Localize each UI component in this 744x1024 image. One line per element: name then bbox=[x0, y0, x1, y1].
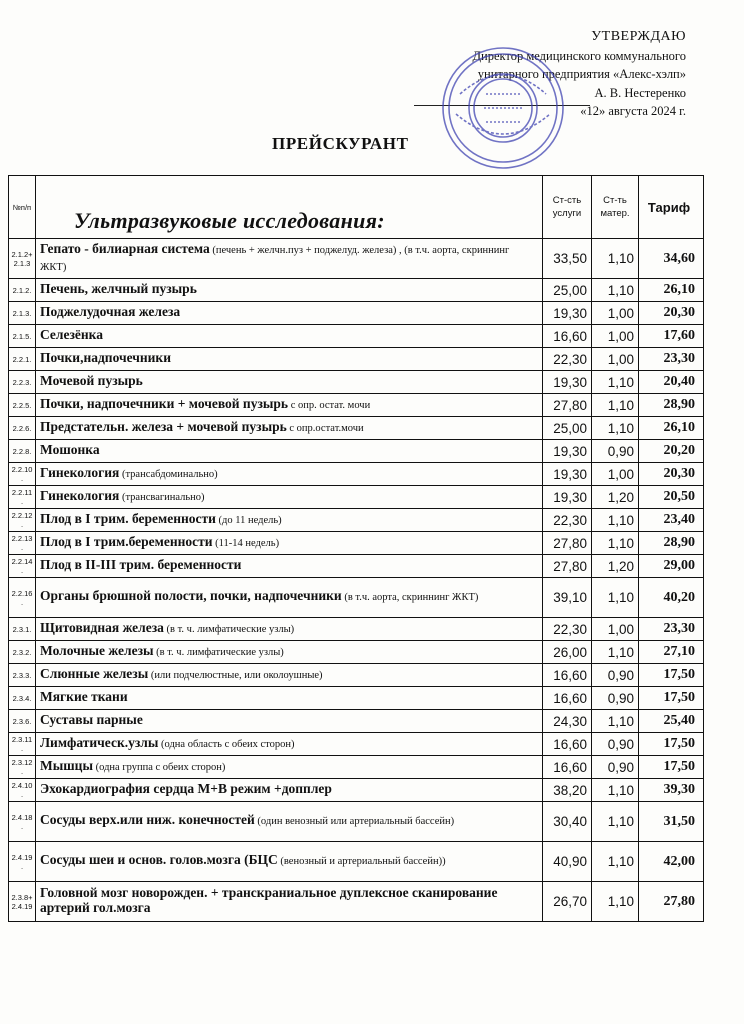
row-number: 2.4.10 . bbox=[9, 779, 36, 802]
table-row bbox=[9, 756, 704, 779]
row-number: 2.4.19 . bbox=[9, 842, 36, 882]
row-materials: 1,10 bbox=[592, 779, 639, 802]
row-materials: 1,10 bbox=[592, 532, 639, 555]
service-note: (печень + желчн.пуз + поджелуд. железа) , (в т.ч. аорта, скриннинг ЖКТ) bbox=[40, 245, 510, 273]
service-name: Поджелудочная железа bbox=[40, 303, 181, 319]
service-name: Предстательн. железа + мочевой пузырь bbox=[40, 418, 287, 434]
service-note: (до 11 недель) bbox=[215, 514, 282, 526]
row-number: 2.2.10 . bbox=[9, 463, 36, 486]
row-service bbox=[36, 509, 543, 532]
table-row bbox=[9, 239, 704, 279]
row-tariff: 42,00 bbox=[639, 842, 704, 882]
table-row bbox=[9, 486, 704, 509]
table-row bbox=[9, 532, 704, 555]
row-number: 2.2.12 . bbox=[9, 509, 36, 532]
service-name: Суставы парные bbox=[40, 711, 143, 727]
row-price: 16,60 bbox=[543, 325, 592, 348]
table-body bbox=[9, 239, 704, 922]
service-name: Эхокардиография сердца М+В режим +допплер bbox=[40, 780, 332, 796]
service-note: (один венозный или артериальный бассейн) bbox=[254, 816, 455, 828]
row-service bbox=[36, 618, 543, 641]
row-tariff: 27,80 bbox=[639, 882, 704, 922]
row-materials: 0,90 bbox=[592, 440, 639, 463]
row-price: 22,30 bbox=[543, 348, 592, 371]
row-materials: 1,00 bbox=[592, 325, 639, 348]
table-row bbox=[9, 371, 704, 394]
row-materials: 1,00 bbox=[592, 302, 639, 325]
service-note: (в т. ч. лимфатические узлы) bbox=[163, 623, 295, 635]
row-service bbox=[36, 371, 543, 394]
page-title: ПРЕЙСКУРАНТ bbox=[272, 134, 409, 153]
row-number: 2.3.4. bbox=[9, 687, 36, 710]
row-tariff: 17,50 bbox=[639, 733, 704, 756]
row-tariff: 23,40 bbox=[639, 509, 704, 532]
table-row bbox=[9, 687, 704, 710]
table-row bbox=[9, 325, 704, 348]
service-note: (одна область с обеих сторон) bbox=[158, 738, 295, 750]
row-materials: 1,10 bbox=[592, 239, 639, 279]
row-price: 19,30 bbox=[543, 486, 592, 509]
row-price: 25,00 bbox=[543, 279, 592, 302]
row-service bbox=[36, 486, 543, 509]
row-price: 16,60 bbox=[543, 733, 592, 756]
row-number: 2.2.13 . bbox=[9, 532, 36, 555]
row-service bbox=[36, 882, 543, 922]
table-row bbox=[9, 779, 704, 802]
service-name: Сосуды шеи и основ. голов.мозга (БЦС bbox=[40, 852, 278, 868]
row-service bbox=[36, 664, 543, 687]
row-materials: 1,10 bbox=[592, 710, 639, 733]
row-number: 2.2.3. bbox=[9, 371, 36, 394]
row-number: 2.1.2. bbox=[9, 279, 36, 302]
row-service bbox=[36, 463, 543, 486]
row-materials: 1,00 bbox=[592, 463, 639, 486]
service-note: (или подчелюстные, или околоушные) bbox=[148, 669, 323, 681]
row-price: 16,60 bbox=[543, 687, 592, 710]
row-materials: 1,20 bbox=[592, 555, 639, 578]
table-row bbox=[9, 618, 704, 641]
row-tariff: 20,30 bbox=[639, 463, 704, 486]
row-service bbox=[36, 756, 543, 779]
row-number: 2.1.5. bbox=[9, 325, 36, 348]
row-price: 19,30 bbox=[543, 463, 592, 486]
row-number: 2.1.3. bbox=[9, 302, 36, 325]
row-tariff: 31,50 bbox=[639, 802, 704, 842]
service-name: Почки,надпочечники bbox=[40, 349, 171, 365]
row-materials: 0,90 bbox=[592, 733, 639, 756]
row-tariff: 25,40 bbox=[639, 710, 704, 733]
row-price: 26,00 bbox=[543, 641, 592, 664]
row-service bbox=[36, 394, 543, 417]
row-price: 40,90 bbox=[543, 842, 592, 882]
row-number: 2.2.8. bbox=[9, 440, 36, 463]
row-tariff: 17,50 bbox=[639, 664, 704, 687]
row-materials: 1,10 bbox=[592, 641, 639, 664]
row-price: 22,30 bbox=[543, 618, 592, 641]
row-materials: 1,10 bbox=[592, 802, 639, 842]
service-name: Молочные железы bbox=[40, 642, 154, 658]
table-row bbox=[9, 394, 704, 417]
service-name: Печень, желчный пузырь bbox=[40, 280, 197, 296]
row-tariff: 20,50 bbox=[639, 486, 704, 509]
service-name: Головной мозг новорожден. + транскраниальное дуплексное сканирование артерий гол.мозга bbox=[40, 885, 498, 915]
table-row bbox=[9, 733, 704, 756]
row-service bbox=[36, 302, 543, 325]
row-service bbox=[36, 802, 543, 842]
table-row bbox=[9, 417, 704, 440]
table-row bbox=[9, 802, 704, 842]
row-service bbox=[36, 842, 543, 882]
table-row bbox=[9, 710, 704, 733]
row-price: 38,20 bbox=[543, 779, 592, 802]
row-number: 2.2.14 . bbox=[9, 555, 36, 578]
service-note: с опр.остат.мочи bbox=[286, 422, 364, 434]
service-name: Гинекология bbox=[40, 464, 120, 480]
row-materials: 0,90 bbox=[592, 756, 639, 779]
table-row bbox=[9, 578, 704, 618]
row-service bbox=[36, 417, 543, 440]
row-number: 2.3.8+ 2.4.19 bbox=[9, 882, 36, 922]
row-tariff: 40,20 bbox=[639, 578, 704, 618]
row-service bbox=[36, 555, 543, 578]
header-price-line2: услуги bbox=[552, 208, 582, 219]
header-number: №п/п bbox=[9, 176, 36, 239]
service-name: Слюнные железы bbox=[40, 665, 149, 681]
approval-position-line1: Директор медицинского коммунального bbox=[472, 48, 686, 63]
row-service bbox=[36, 687, 543, 710]
service-name: Почки, надпочечники + мочевой пузырь bbox=[40, 395, 289, 411]
row-price: 19,30 bbox=[543, 371, 592, 394]
service-note: (трансвагинально) bbox=[119, 491, 205, 503]
approval-date: «12» августа 2024 г. bbox=[580, 104, 686, 118]
row-number: 2.3.1. bbox=[9, 618, 36, 641]
row-materials: 1,10 bbox=[592, 882, 639, 922]
table-row bbox=[9, 555, 704, 578]
row-service bbox=[36, 779, 543, 802]
row-price: 19,30 bbox=[543, 440, 592, 463]
row-tariff: 20,20 bbox=[639, 440, 704, 463]
row-service bbox=[36, 325, 543, 348]
row-price: 24,30 bbox=[543, 710, 592, 733]
service-note: (11-14 недель) bbox=[212, 537, 280, 549]
row-price: 25,00 bbox=[543, 417, 592, 440]
row-tariff: 26,10 bbox=[639, 279, 704, 302]
service-name: Гинекология bbox=[40, 487, 120, 503]
row-materials: 1,10 bbox=[592, 394, 639, 417]
service-name: Щитовидная железа bbox=[40, 619, 164, 635]
header-materials-line2: матер. bbox=[600, 208, 630, 219]
service-note: (трансабдоминально) bbox=[119, 468, 218, 480]
header-price bbox=[543, 176, 592, 239]
header-service: Ультразвуковые исследования: bbox=[36, 176, 543, 239]
row-tariff: 17,50 bbox=[639, 756, 704, 779]
row-tariff: 29,00 bbox=[639, 555, 704, 578]
service-note: (венозный и артериальный бассейн)) bbox=[277, 856, 446, 868]
stamp-seal bbox=[438, 44, 568, 172]
row-tariff: 28,90 bbox=[639, 394, 704, 417]
row-price: 27,80 bbox=[543, 394, 592, 417]
row-service bbox=[36, 348, 543, 371]
service-name: Селезёнка bbox=[40, 326, 103, 342]
row-number: 2.2.11 . bbox=[9, 486, 36, 509]
row-number: 2.3.11 . bbox=[9, 733, 36, 756]
row-service bbox=[36, 733, 543, 756]
header-tariff: Тариф bbox=[639, 176, 704, 239]
row-price: 33,50 bbox=[543, 239, 592, 279]
table-row bbox=[9, 842, 704, 882]
service-name: Плод в I трим.беременности bbox=[40, 533, 213, 549]
row-service bbox=[36, 578, 543, 618]
row-number: 2.1.2+ 2.1.3 bbox=[9, 239, 36, 279]
row-materials: 0,90 bbox=[592, 664, 639, 687]
header-materials bbox=[592, 176, 639, 239]
approval-position-line2: унитарного предприятия «Алекс-хэлп» bbox=[477, 67, 686, 81]
service-name: Гепато - билиарная система bbox=[40, 241, 210, 256]
row-tariff: 23,30 bbox=[639, 348, 704, 371]
row-number: 2.4.18 . bbox=[9, 802, 36, 842]
service-note: (одна группа с обеих сторон) bbox=[93, 761, 226, 773]
row-materials: 0,90 bbox=[592, 687, 639, 710]
row-materials: 1,10 bbox=[592, 509, 639, 532]
price-table bbox=[8, 175, 704, 922]
row-price: 30,40 bbox=[543, 802, 592, 842]
approval-heading: УТВЕРЖДАЮ bbox=[591, 29, 686, 44]
row-service bbox=[36, 279, 543, 302]
service-note: (в т. ч. лимфатические узлы) bbox=[153, 646, 284, 658]
row-tariff: 34,60 bbox=[639, 239, 704, 279]
row-service bbox=[36, 710, 543, 733]
header-price-line1: Ст-сть bbox=[552, 195, 582, 206]
row-tariff: 17,60 bbox=[639, 325, 704, 348]
table-row bbox=[9, 641, 704, 664]
row-service bbox=[36, 641, 543, 664]
table-row bbox=[9, 279, 704, 302]
service-name: Лимфатическ.узлы bbox=[40, 734, 159, 750]
row-number: 2.2.1. bbox=[9, 348, 36, 371]
table-row bbox=[9, 509, 704, 532]
row-materials: 1,10 bbox=[592, 279, 639, 302]
row-tariff: 39,30 bbox=[639, 779, 704, 802]
row-tariff: 17,50 bbox=[639, 687, 704, 710]
table-row bbox=[9, 302, 704, 325]
row-price: 27,80 bbox=[543, 532, 592, 555]
approval-signer: А. В. Нестеренко bbox=[594, 85, 686, 100]
row-price: 26,70 bbox=[543, 882, 592, 922]
row-tariff: 28,90 bbox=[639, 532, 704, 555]
service-note: с опр. остат. мочи bbox=[288, 399, 371, 411]
table-header-row bbox=[9, 176, 704, 239]
row-number: 2.2.6. bbox=[9, 417, 36, 440]
row-materials: 1,10 bbox=[592, 417, 639, 440]
row-number: 2.3.6. bbox=[9, 710, 36, 733]
row-number: 2.2.5. bbox=[9, 394, 36, 417]
row-number: 2.3.2. bbox=[9, 641, 36, 664]
row-number: 2.2.16 . bbox=[9, 578, 36, 618]
row-materials: 1,20 bbox=[592, 486, 639, 509]
row-tariff: 26,10 bbox=[639, 417, 704, 440]
service-name: Мышцы bbox=[40, 757, 93, 773]
table-row bbox=[9, 348, 704, 371]
service-name: Мочевой пузырь bbox=[40, 372, 143, 388]
row-price: 16,60 bbox=[543, 664, 592, 687]
row-tariff: 20,30 bbox=[639, 302, 704, 325]
header-materials-line1: Ст-ть bbox=[603, 195, 627, 206]
row-service bbox=[36, 532, 543, 555]
row-number: 2.3.12 . bbox=[9, 756, 36, 779]
service-name: Мошонка bbox=[40, 441, 100, 457]
row-materials: 1,00 bbox=[592, 348, 639, 371]
row-materials: 1,10 bbox=[592, 578, 639, 618]
service-name: Органы брюшной полости, почки, надпочечники bbox=[40, 588, 342, 604]
row-price: 22,30 bbox=[543, 509, 592, 532]
row-price: 27,80 bbox=[543, 555, 592, 578]
row-price: 16,60 bbox=[543, 756, 592, 779]
row-tariff: 27,10 bbox=[639, 641, 704, 664]
service-name: Сосуды верх.или ниж. конечностей bbox=[40, 812, 255, 828]
service-name: Мягкие ткани bbox=[40, 688, 128, 704]
service-note: (в т.ч. аорта, скриннинг ЖКТ) bbox=[341, 592, 479, 604]
row-materials: 1,10 bbox=[592, 842, 639, 882]
row-price: 39,10 bbox=[543, 578, 592, 618]
row-tariff: 23,30 bbox=[639, 618, 704, 641]
table-row bbox=[9, 882, 704, 922]
row-materials: 1,00 bbox=[592, 618, 639, 641]
row-service bbox=[36, 239, 543, 279]
row-service bbox=[36, 440, 543, 463]
row-tariff: 20,40 bbox=[639, 371, 704, 394]
row-materials: 1,10 bbox=[592, 371, 639, 394]
row-price: 19,30 bbox=[543, 302, 592, 325]
service-name: Плод в I трим. беременности bbox=[40, 510, 216, 526]
table-row bbox=[9, 463, 704, 486]
service-name: Плод в II-III трим. беременности bbox=[40, 556, 242, 572]
table-row bbox=[9, 664, 704, 687]
row-number: 2.3.3. bbox=[9, 664, 36, 687]
table-row bbox=[9, 440, 704, 463]
